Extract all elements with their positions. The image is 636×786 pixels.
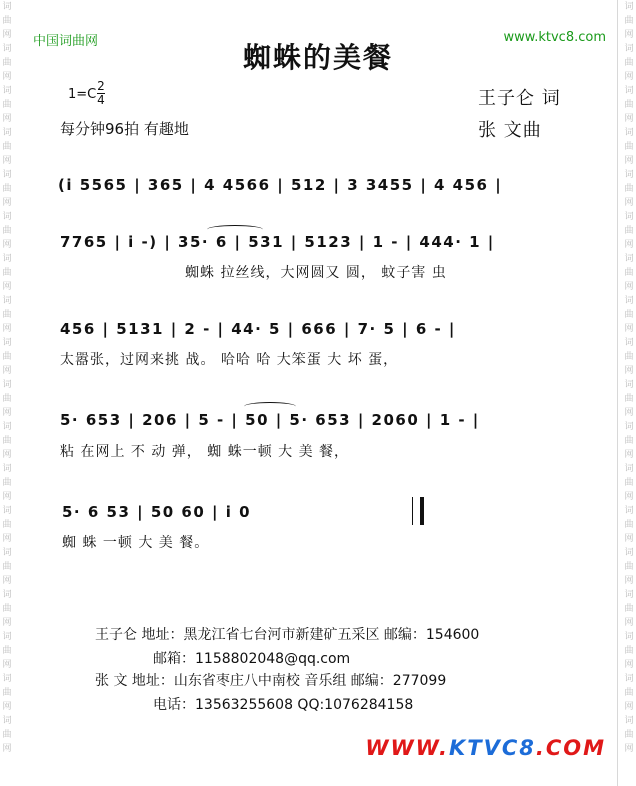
lyrics-line-3: 太嚣张，过网来挑 战。 哈哈 哈 大笨蛋 大 坏 蛋， <box>60 352 399 368</box>
meter-bottom: 4 <box>97 93 105 107</box>
edge-rule <box>617 0 618 786</box>
contact-lyricist-email: 邮箱：1158802048@qq.com <box>153 651 351 667</box>
logo-ktv: KTVC8 <box>448 736 536 760</box>
key-signature: 1=C <box>68 87 97 102</box>
score-line-2: 7765 | i -) | 35· 6 | 531 | 5123 | 1 - | 444· 1 | <box>60 233 495 251</box>
contact-lyricist-address: 王子仑 地址：黑龙江省七台河市新建矿五采区 邮编：154600 <box>95 627 480 643</box>
score-line-5: 5· 6 53 | 50 60 | i 0 <box>62 503 252 521</box>
logo-com: .COM <box>535 736 606 760</box>
site-name-link[interactable]: 中国词曲网 <box>33 34 99 49</box>
score-line-3: 456 | 5131 | 2 - | 44· 5 | 666 | 7· 5 | 6 - | <box>60 320 456 338</box>
contact-composer-phone: 电话：13563255608 QQ:1076284158 <box>153 697 414 713</box>
logo-www: WWW. <box>365 736 449 760</box>
footer-logo[interactable] <box>365 736 606 760</box>
lyrics-line-4: 粘 在网上 不 动 弹， 蜘 蛛一顿 大 美 餐， <box>60 444 350 460</box>
contact-composer-address: 张 文 地址：山东省枣庄八中南校 音乐组 邮编：277099 <box>95 673 447 689</box>
site-url-link[interactable]: www.ktvc8.com <box>503 30 606 45</box>
meter-top: 2 <box>97 79 105 93</box>
final-barline <box>412 497 424 525</box>
score-line-4: 5· 653 | 206 | 5 - | 50 | 5· 653 | 2060 | 1 - | <box>60 411 480 429</box>
watermark-edge-left: 词曲网词曲网词曲网词曲网词曲网词曲网词曲网词曲网词曲网词曲网词曲网词曲网词曲网词曲网词曲网词曲网词曲网词曲网 <box>2 2 12 754</box>
lyrics-line-2: 蜘蛛 拉丝线，大网圆又 圆， 蚊子害 虫 <box>185 265 447 281</box>
watermark-edge-right: 词曲网词曲网词曲网词曲网词曲网词曲网词曲网词曲网词曲网词曲网词曲网词曲网词曲网词曲网词曲网词曲网词曲网词曲网 <box>624 2 634 754</box>
tempo-marking: 每分钟96拍 有趣地 <box>60 120 189 138</box>
tie-slur-2 <box>244 402 296 411</box>
lyricist-credit: 王子仑 词 <box>478 88 561 109</box>
lyrics-line-5: 蜘 蛛 一顿 大 美 餐。 <box>62 535 210 551</box>
composer-credit: 张 文曲 <box>478 120 542 141</box>
score-line-1: (i 5565 | 365 | 4 4566 | 512 | 3 3455 | 4 456 | <box>58 176 503 194</box>
time-signature <box>97 81 105 106</box>
song-title: 蜘蛛的美餐 <box>242 41 393 74</box>
